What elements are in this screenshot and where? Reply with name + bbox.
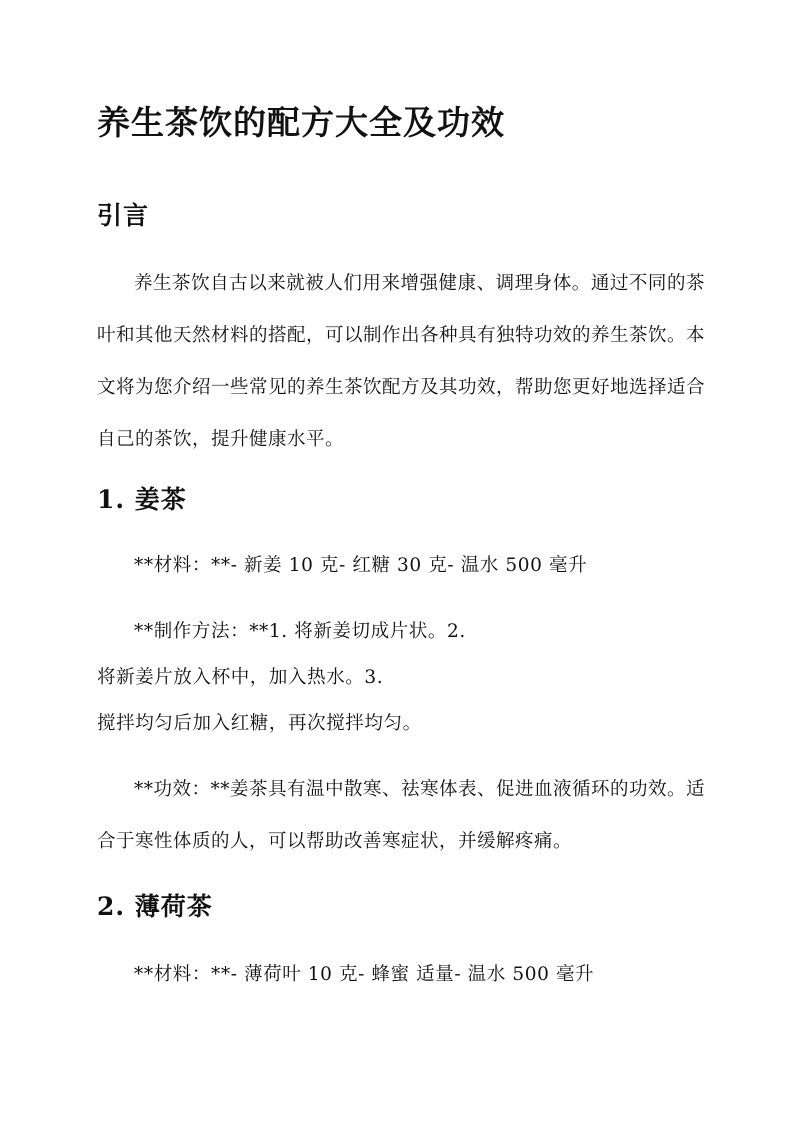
document-title: 养生茶饮的配方大全及功效 (97, 103, 505, 142)
section-1-method-line1: **制作方法：**1. 将新姜切成片状。2. (134, 621, 466, 642)
intro-paragraph: 养生茶饮自古以来就被人们用来增强健康、调理身体。通过不同的茶叶和其他天然材料的搭配，可以制作出各种具有独特功效的养生茶饮。本文将为您介绍一些常见的养生茶饮配方及其功效，帮助您更好地选择适合自己的茶饮，提升健康水平。 (97, 273, 706, 450)
section-1-effect: **功效：**姜茶具有温中散寒、祛寒体表、促进血液循环的功效。适合于寒性体质的人，可以帮助改善寒症状，并缓解疼痛。 (97, 779, 706, 852)
section-1-materials: **材料：**- 新姜 10 克- 红糖 30 克- 温水 500 毫升 (134, 555, 588, 576)
section-1-method-line3: 搅拌均匀后加入红糖，再次搅拌均匀。 (97, 713, 422, 734)
intro-heading: 引言 (97, 201, 150, 230)
section-2-heading: 2. 薄荷茶 (97, 892, 213, 921)
section-2-materials: **材料：**- 薄荷叶 10 克- 蜂蜜 适量- 温水 500 毫升 (134, 964, 595, 985)
section-1-method-line2: 将新姜片放入杯中，加入热水。3. (97, 667, 384, 688)
section-1-heading: 1. 姜茶 (97, 485, 187, 514)
